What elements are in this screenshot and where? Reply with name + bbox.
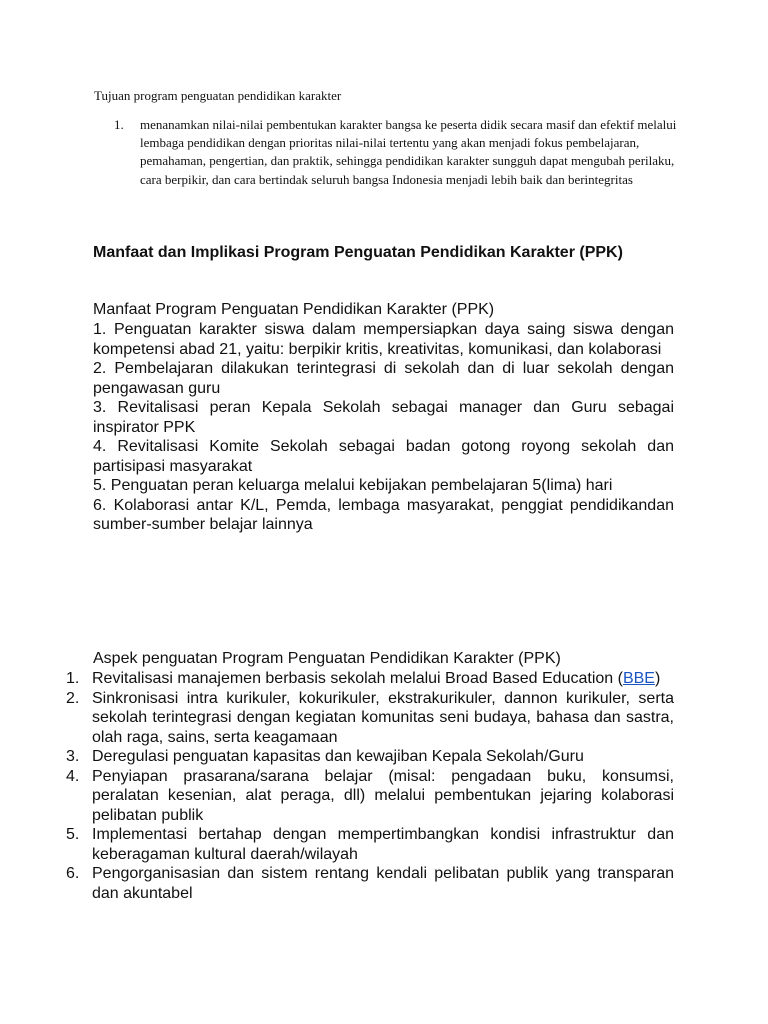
list-item: 4. Revitalisasi Komite Sekolah sebagai badan gotong royong sekolah dan partisipasi masyarakat	[93, 438, 674, 475]
list-item-text: Pengorganisasian dan sistem rentang kendali pelibatan publik yang transparan dan akuntabel	[92, 865, 674, 902]
ordered-list-tujuan	[114, 116, 679, 189]
list-item: 3. Revitalisasi peran Kepala Sekolah sebagai manager dan Guru sebagai inspirator PPK	[93, 399, 674, 436]
list-item-text: Deregulasi penguatan kapasitas dan kewajiban Kepala Sekolah/Guru	[92, 748, 584, 765]
list-item-number: 4.	[66, 767, 80, 785]
list-item-number: 6.	[66, 865, 80, 882]
section-title-tujuan: Tujuan program penguatan pendidikan karakter	[94, 88, 342, 103]
list-item-number: 5.	[66, 826, 80, 843]
list-item	[114, 116, 679, 189]
list-item	[66, 825, 674, 864]
list-item-text: Implementasi bertahap dengan mempertimbangkan kondisi infrastruktur dan keberagaman kultural daerah/wilayah	[92, 826, 674, 863]
subtitle-manfaat: Manfaat Program Penguatan Pendidikan Karakter (PPK)	[93, 301, 495, 318]
list-item: 5. Penguatan peran keluarga melalui kebijakan pembelajaran 5(lima) hari	[93, 477, 613, 494]
list-item-text: Sinkronisasi intra kurikuler, kokurikuler, ekstrakurikuler, dannon kurikuler, serta sekolah terintegrasi dengan kegiatan komunitas seni budaya, bahasa dan sastra, olah raga, sains, serta keagamaan	[92, 689, 674, 746]
bbe-link[interactable]: BBE	[622, 670, 655, 687]
list-item	[66, 669, 674, 689]
list-item-number: 1.	[66, 670, 80, 687]
aspek-list	[66, 669, 674, 903]
list-item	[66, 864, 674, 903]
list-item	[66, 767, 674, 826]
list-item	[66, 747, 674, 767]
list-item	[66, 689, 674, 748]
list-item-text: menanamkan nilai-nilai pembentukan karakter bangsa ke peserta didik secara masif dan efektif melalui lembaga pendidikan dengan prioritas nilai-nilai tertentu yang akan menjadi fokus pembelajaran, pemahaman, pengertian, dan praktik, sehingga pendidikan karakter sungguh dapat mengubah perilaku, cara berpikir, dan cara bertindak seluruh bangsa Indonesia menjadi lebih baik dan berintegritas	[140, 117, 677, 187]
section-heading-manfaat: Manfaat dan Implikasi Program Penguatan Pendidikan Karakter (PPK)	[93, 244, 623, 261]
list-item-number: 2.	[66, 689, 80, 707]
list-item: 2. Pembelajaran dilakukan terintegrasi di sekolah dan di luar sekolah dengan pengawasan guru	[93, 360, 674, 397]
list-item-text: Revitalisasi manajemen berbasis sekolah melalui Broad Based Education (	[92, 670, 623, 687]
list-item: 6. Kolaborasi antar K/L, Pemda, lembaga masyarakat, penggiat pendidikandan sumber-sumber belajar lainnya	[93, 496, 674, 533]
list-item: 1. Penguatan karakter siswa dalam mempersiapkan daya saing siswa dengan kompetensi abad 21, yaitu: berpikir kritis, kreativitas, komunikasi, dan kolaborasi	[93, 321, 674, 358]
section-title-aspek: Aspek penguatan Program Penguatan Pendidikan Karakter (PPK)	[93, 650, 561, 667]
list-item-text: Penyiapan prasarana/sarana belajar (misal: pengadaan buku, konsumsi, peralatan kesenian, alat peraga, dll) melalui pembentukan jejaring kolaborasi pelibatan publik	[92, 767, 674, 824]
list-item-number: 1.	[114, 117, 124, 132]
list-item-text-end: )	[654, 670, 661, 687]
list-item-number: 3.	[66, 748, 80, 765]
manfaat-list	[93, 320, 674, 535]
